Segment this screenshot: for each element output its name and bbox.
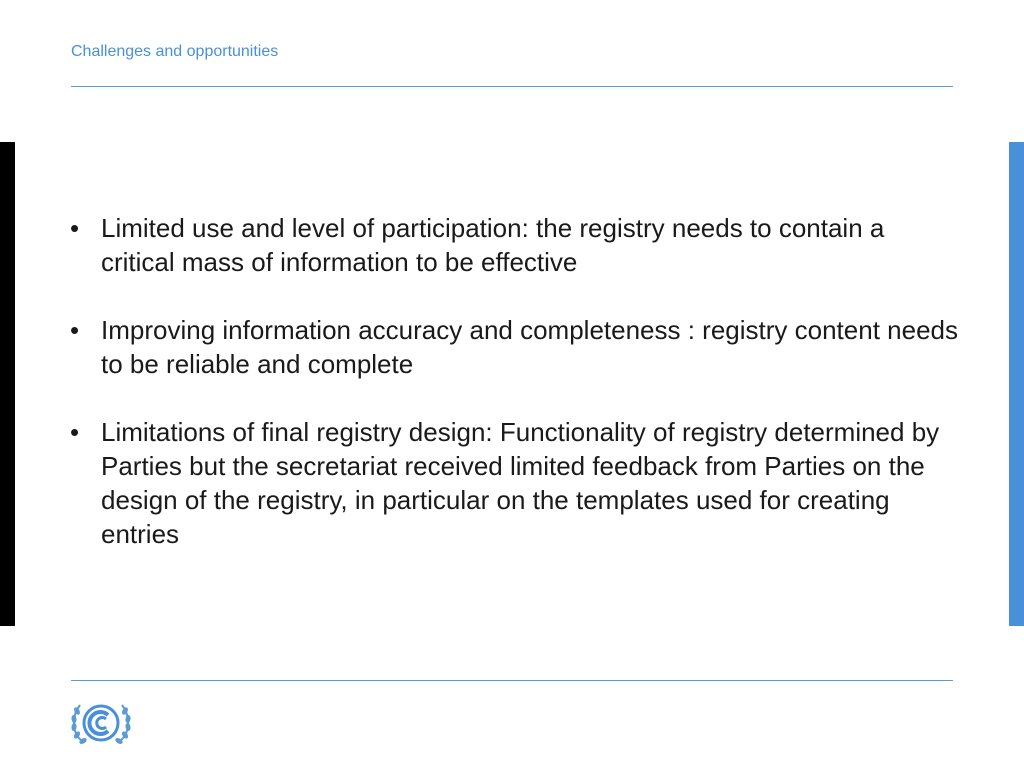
header-divider	[71, 86, 953, 87]
bullet-text: Improving information accuracy and completeness : registry content needs to be reliable and complete	[101, 315, 958, 379]
bullet-item	[70, 415, 960, 551]
bullet-item	[70, 313, 960, 381]
bullet-list	[70, 211, 960, 585]
bullet-text: Limited use and level of participation: the registry needs to contain a critical mass of information to be effective	[101, 213, 885, 277]
unfccc-logo-icon	[68, 697, 134, 751]
bullet-marker: •	[70, 315, 80, 345]
bullet-item	[70, 211, 960, 279]
footer-divider	[71, 680, 953, 681]
slide-header-title: Challenges and opportunities	[71, 43, 279, 60]
bullet-marker: •	[70, 417, 80, 447]
bullet-text: Limitations of final registry design: Functionality of registry determined by Parties but the secretariat received limited feedback from Parties on the design of the registry, in particular on the templates used for creating entries	[101, 417, 940, 549]
left-accent-bar	[0, 142, 15, 626]
right-accent-bar	[1009, 142, 1024, 626]
bullet-marker: •	[70, 213, 80, 243]
